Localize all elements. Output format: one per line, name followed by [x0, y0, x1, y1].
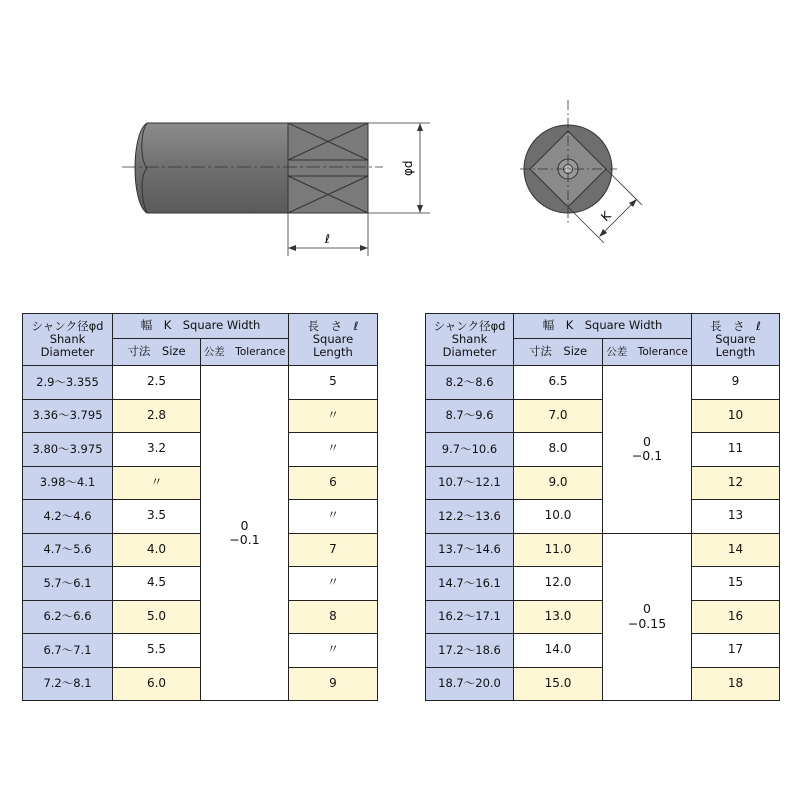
size-cell: 3.2 [113, 433, 201, 467]
table-row [23, 366, 378, 400]
shank-diameter-cell: 10.7～12.1 [426, 466, 514, 500]
square-label: K [598, 208, 614, 225]
header-shank-diameter [426, 314, 514, 366]
shank-diameter-cell: 3.80～3.975 [23, 433, 113, 467]
size-cell: 4.5 [113, 567, 201, 601]
square-length-cell: 13 [692, 500, 780, 534]
shank-diameter-cell: 6.7～7.1 [23, 634, 113, 668]
square-length-cell: 9 [692, 366, 780, 400]
size-cell: 6.5 [514, 366, 603, 400]
table-row [23, 433, 378, 467]
square-length-cell: 10 [692, 399, 780, 433]
shank-diameter-cell: 4.2～4.6 [23, 500, 113, 534]
square-length-cell: 〃 [289, 634, 378, 668]
square-length-cell: 5 [289, 366, 378, 400]
size-cell: 3.5 [113, 500, 201, 534]
size-cell: 8.0 [514, 433, 603, 467]
size-cell: 12.0 [514, 567, 603, 601]
table-row [23, 500, 378, 534]
square-length-cell: 9 [289, 667, 378, 701]
header-tolerance: 公差 Tolerance [201, 339, 289, 366]
shank-diameter-cell: 6.2～6.6 [23, 600, 113, 634]
diameter-label: φd [401, 160, 415, 176]
square-length-cell: 12 [692, 466, 780, 500]
table-row [23, 567, 378, 601]
size-cell: 15.0 [514, 667, 603, 701]
table-row [23, 399, 378, 433]
table-row [23, 600, 378, 634]
size-cell: 2.5 [113, 366, 201, 400]
shank-diameter-cell: 7.2～8.1 [23, 667, 113, 701]
square-length-cell: 7 [289, 533, 378, 567]
header-shank-diameter [23, 314, 113, 366]
square-length-cell: 16 [692, 600, 780, 634]
size-cell: 11.0 [514, 533, 603, 567]
length-label: ℓ [325, 232, 330, 246]
square-length-cell: 〃 [289, 433, 378, 467]
size-cell: 9.0 [514, 466, 603, 500]
shank-diameter-cell: 3.98～4.1 [23, 466, 113, 500]
size-cell: 〃 [113, 466, 201, 500]
shank-diameter-cell: 2.9～3.355 [23, 366, 113, 400]
table-row [23, 634, 378, 668]
tolerance-cell: 0 −0.15 [603, 533, 692, 701]
header-square-length-jp: 長 さ ℓ [710, 318, 761, 333]
size-cell: 5.0 [113, 600, 201, 634]
shank-diameter-cell: 8.7～9.6 [426, 399, 514, 433]
header-square-width: 幅 K Square Width [514, 314, 692, 339]
square-length-cell: 〃 [289, 567, 378, 601]
square-length-cell: 8 [289, 600, 378, 634]
shank-diameter-cell: 4.7～5.6 [23, 533, 113, 567]
square-length-cell: 11 [692, 433, 780, 467]
shank-diameter-cell: 13.7～14.6 [426, 533, 514, 567]
side-view [122, 123, 430, 256]
shank-diameter-cell: 9.7～10.6 [426, 433, 514, 467]
header-shank-diameter-jp: シャンク径φd [31, 318, 104, 333]
size-table-right [425, 313, 780, 701]
square-length-cell: 〃 [289, 399, 378, 433]
header-size: 寸法 Size [514, 339, 603, 366]
square-length-cell: 18 [692, 667, 780, 701]
size-cell: 5.5 [113, 634, 201, 668]
shank-drawing [0, 0, 800, 300]
header-size: 寸法 Size [113, 339, 201, 366]
square-length-cell: 15 [692, 567, 780, 601]
shank-diameter-cell: 3.36～3.795 [23, 399, 113, 433]
shank-diameter-cell: 8.2～8.6 [426, 366, 514, 400]
table-row [426, 533, 780, 567]
header-shank-diameter-jp: シャンク径φd [433, 318, 506, 333]
header-square-length [692, 314, 780, 366]
shank-diameter-cell: 14.7～16.1 [426, 567, 514, 601]
size-cell: 4.0 [113, 533, 201, 567]
square-length-cell: 14 [692, 533, 780, 567]
tolerance-cell: 0 −0.1 [603, 366, 692, 534]
header-square-length-en: Square Length [312, 331, 354, 360]
size-cell: 2.8 [113, 399, 201, 433]
square-length-cell: 〃 [289, 500, 378, 534]
table-row [426, 366, 780, 400]
shank-diameter-cell: 12.2～13.6 [426, 500, 514, 534]
header-shank-diameter-en: Shank Diameter [442, 331, 497, 360]
size-cell: 13.0 [514, 600, 603, 634]
end-view [520, 100, 642, 243]
header-square-length [289, 314, 378, 366]
size-table-left [22, 313, 378, 701]
table-row [23, 533, 378, 567]
shank-diameter-cell: 18.7～20.0 [426, 667, 514, 701]
table-row [23, 667, 378, 701]
header-square-length-en: Square Length [715, 331, 756, 360]
square-length-cell: 6 [289, 466, 378, 500]
tolerance-cell: 0 −0.1 [201, 366, 289, 701]
header-square-width: 幅 K Square Width [113, 314, 289, 339]
shank-diameter-cell: 17.2～18.6 [426, 634, 514, 668]
shank-diameter-cell: 5.7～6.1 [23, 567, 113, 601]
shank-diameter-cell: 16.2～17.1 [426, 600, 514, 634]
header-shank-diameter-en: Shank Diameter [40, 331, 95, 360]
size-cell: 14.0 [514, 634, 603, 668]
size-cell: 10.0 [514, 500, 603, 534]
table-row [23, 466, 378, 500]
header-tolerance: 公差 Tolerance [603, 339, 692, 366]
header-square-length-jp: 長 さ ℓ [307, 318, 359, 333]
square-length-cell: 17 [692, 634, 780, 668]
size-cell: 6.0 [113, 667, 201, 701]
size-cell: 7.0 [514, 399, 603, 433]
